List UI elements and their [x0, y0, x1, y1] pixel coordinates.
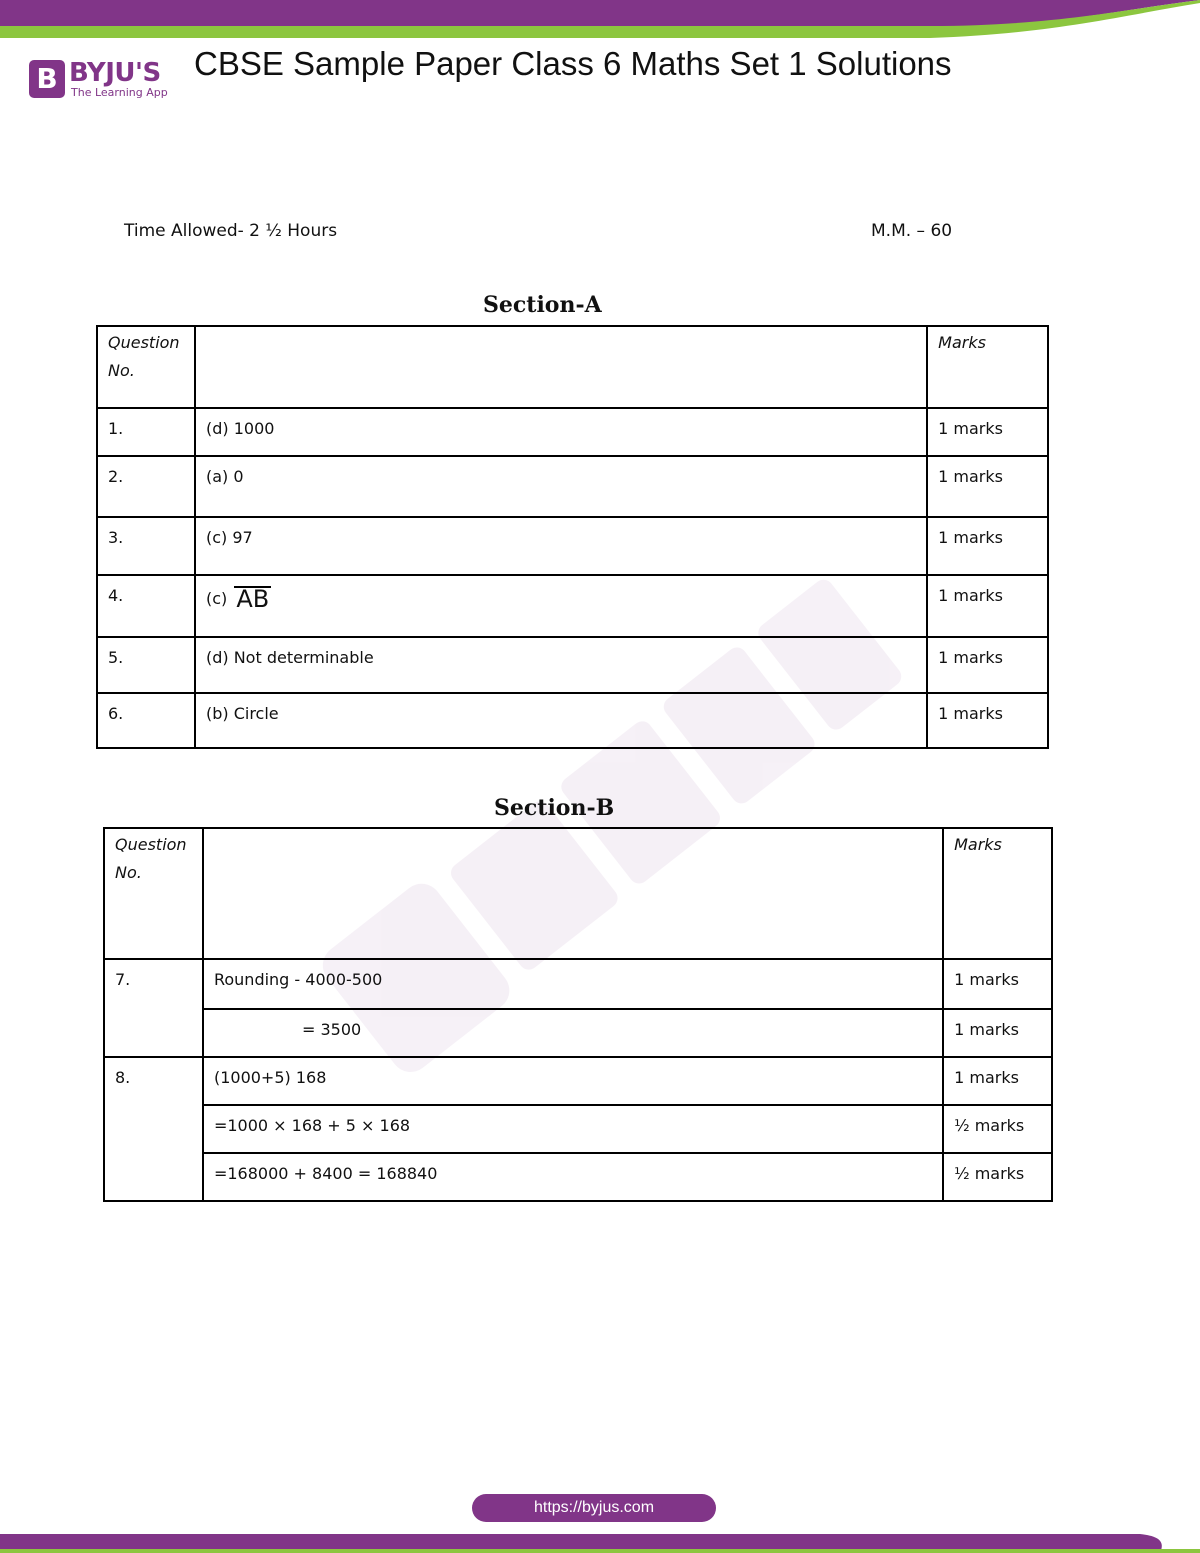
section-a-title: Section-A [483, 292, 602, 318]
marks-cell: 1 marks [943, 959, 1052, 1009]
marks-cell: 1 marks [927, 575, 1048, 637]
document-title: CBSE Sample Paper Class 6 Maths Set 1 Solutions [194, 45, 952, 82]
logo-wordmark: BYJU'S [69, 58, 161, 88]
byjus-logo [29, 60, 169, 102]
table-row [104, 1057, 1052, 1105]
header-answer [203, 828, 943, 959]
answer-cell [195, 575, 927, 637]
table-row [104, 1009, 1052, 1057]
header-marks: Marks [943, 828, 1052, 959]
table-row [97, 575, 1048, 637]
step-cell: Rounding - 4000-500 [203, 959, 943, 1009]
table-row [97, 517, 1048, 575]
marks-cell: 1 marks [927, 408, 1048, 456]
section-a-table [96, 325, 1049, 749]
footer-url-link[interactable]: https://byjus.com [472, 1494, 716, 1522]
table-row [104, 959, 1052, 1009]
marks-cell: 1 marks [927, 517, 1048, 575]
marks-cell: 1 marks [927, 693, 1048, 748]
qno-cell: 3. [97, 517, 195, 575]
line-segment-symbol: AB [236, 585, 270, 613]
answer-cell: (b) Circle [195, 693, 927, 748]
section-b-title: Section-B [494, 795, 615, 821]
answer-cell: (c) 97 [195, 517, 927, 575]
table-row [97, 456, 1048, 517]
qno-cell: 5. [97, 637, 195, 693]
table-row [104, 1153, 1052, 1201]
header-qno: Question No. [97, 326, 195, 408]
table-header-row [104, 828, 1052, 959]
qno-cell: 8. [104, 1057, 203, 1201]
header-qno: Question No. [104, 828, 203, 959]
step-cell: (1000+5) 168 [203, 1057, 943, 1105]
table-row [97, 637, 1048, 693]
answer-prefix: (c) [205, 589, 228, 608]
marks-cell: 1 marks [927, 637, 1048, 693]
qno-cell: 6. [97, 693, 195, 748]
step-cell: =168000 + 8400 = 168840 [203, 1153, 943, 1201]
logo-mark: B [29, 60, 65, 98]
marks-cell: 1 marks [927, 456, 1048, 517]
qno-cell: 7. [104, 959, 203, 1057]
table-row [104, 1105, 1052, 1153]
table-row [97, 408, 1048, 456]
step-cell: =1000 × 168 + 5 × 168 [203, 1105, 943, 1153]
max-marks: M.M. – 60 [871, 221, 953, 241]
answer-cell: (a) 0 [195, 456, 927, 517]
marks-cell: 1 marks [943, 1057, 1052, 1105]
section-b-table [103, 827, 1053, 1202]
header-marks: Marks [927, 326, 1048, 408]
answer-cell: (d) 1000 [195, 408, 927, 456]
marks-cell: 1 marks [943, 1009, 1052, 1057]
header-answer [195, 326, 927, 408]
answer-cell: (d) Not determinable [195, 637, 927, 693]
time-allowed: Time Allowed- 2 ½ Hours [124, 221, 338, 241]
qno-cell: 1. [97, 408, 195, 456]
step-cell [203, 1009, 943, 1057]
step-text: = 3500 [301, 1020, 362, 1039]
marks-cell: ½ marks [943, 1105, 1052, 1153]
logo-tagline: The Learning App [71, 86, 168, 99]
qno-cell: 4. [97, 575, 195, 637]
table-row [97, 693, 1048, 748]
qno-cell: 2. [97, 456, 195, 517]
marks-cell: ½ marks [943, 1153, 1052, 1201]
table-header-row [97, 326, 1048, 408]
top-banner [0, 0, 1200, 42]
bottom-banner [0, 1528, 1200, 1553]
